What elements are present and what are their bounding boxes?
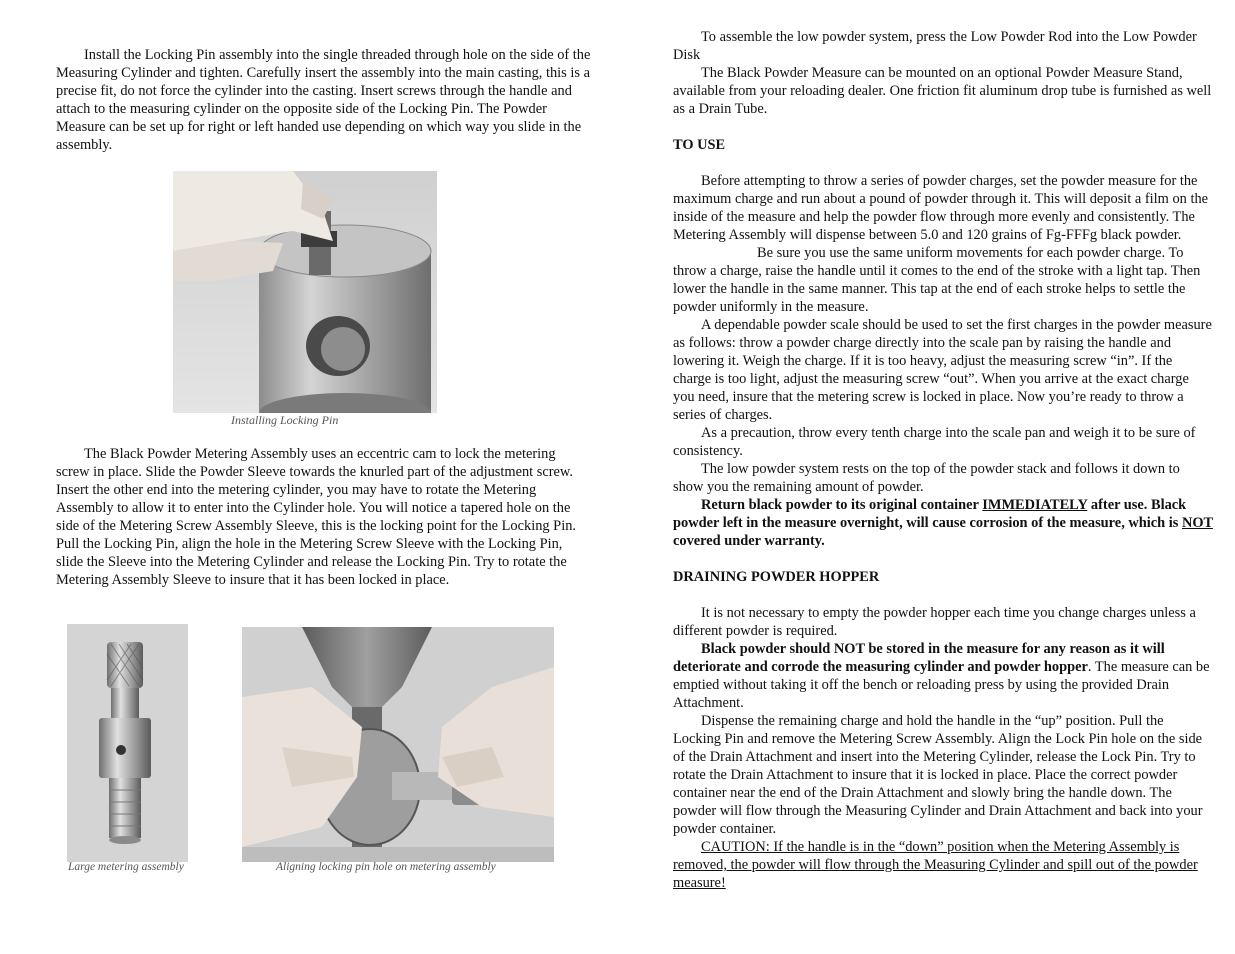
right-column xyxy=(673,28,1213,892)
installing-locking-pin-image xyxy=(173,171,437,413)
draining-powder-hopper-heading: DRAINING POWDER HOPPER xyxy=(673,569,880,585)
caption-installing-locking-pin: Installing Locking Pin xyxy=(231,413,339,427)
large-metering-assembly-photo xyxy=(67,624,188,862)
return-powder-warning xyxy=(673,496,1213,550)
powder-scale-paragraph: A dependable powder scale should be used to set the first charges in the powder measure as follows: throw a powder charge directly into the scale pan by raising the handle and lowering it. Weigh the charge. If it is too heavy, adjust the measuring screw “in”. If the charge is too light, adjust the measuring screw “out”. When you arrive at the exact charge you need, insure that the metering screw is locked in place. Now you’re ready to throw a series of charges. xyxy=(673,317,1212,423)
dispense-remaining-paragraph: Dispense the remaining charge and hold the handle in the “up” position. Pull the Locking Pin and remove the Metering Screw Assembly. Align the Lock Pin hole on the side of the Drain Attachment and insert into the Metering Cylinder, release the Lock Pin. Try to rotate the Drain Attachment to insure that it is locked in place. Place the correct powder container near the end of the Drain Attachment and slowly bring the handle down. The powder will flow through the Measuring Cylinder and Drain Attachment and back into your powder container. xyxy=(673,713,1203,837)
warning-immediately: IMMEDIATELY xyxy=(982,497,1088,513)
install-locking-pin-paragraph: Install the Locking Pin assembly into the single threaded through hole on the side of the Measuring Cylinder and tighten. Carefully insert the assembly into the main casting, this is a precise fit, do not force the cylinder into the casting. Insert screws through the handle and attach to the measuring cylinder on the opposite side of the Locking Pin. The Powder Measure can be set up for right or left handed use depending on which way you slide in the assembly. xyxy=(56,47,591,153)
warning-text-c: after use. Black powder left in the measure overnight, will cause corrosion of the measure, which is xyxy=(673,497,1187,531)
large-metering-assembly-image xyxy=(67,624,188,862)
before-attempting-paragraph: Before attempting to throw a series of powder charges, set the powder measure for the maximum charge and run about a pound of powder through it. This will deposit a film on the inside of the measure and help the powder flow through more evenly and consistently. The Metering Assembly will dispense between 5.0 and 120 grains of Fg-FFFg black powder. xyxy=(673,173,1209,243)
storage-warning-paragraph xyxy=(673,640,1213,712)
uniform-movements-paragraph: Be sure you use the same uniform movements for each powder charge. To throw a charge, raise the handle until it comes to the end of the stroke with a light tap. Then lower the handle in the same manner. This tap at the end of each stroke helps to settle the powder uniformly in the measure. xyxy=(673,245,1201,315)
warning-text-e: covered under warranty. xyxy=(673,533,825,549)
aligning-locking-pin-image xyxy=(242,627,554,862)
caption-large-metering-assembly: Large metering assembly xyxy=(68,861,184,873)
storage-warning-bold: Black powder should NOT be stored in the measure for any reason as it will deteriorate and corrode the measuring cylinder and powder hopper xyxy=(673,641,1165,675)
low-powder-system-paragraph: The low powder system rests on the top of the powder stack and follows it down to show you the remaining amount of powder. xyxy=(673,461,1180,495)
warning-not: NOT xyxy=(1181,515,1213,531)
caution-paragraph: CAUTION: If the handle is in the “down” position when the Metering Assembly is removed, the powder will flow through the Measuring Cylinder and spill out of the powder measure! xyxy=(673,839,1198,891)
empty-hopper-paragraph: It is not necessary to empty the powder hopper each time you change charges unless a different powder is required. xyxy=(673,605,1196,639)
precaution-paragraph: As a precaution, throw every tenth charge into the scale pan and weigh it to be sure of consistency. xyxy=(673,425,1196,459)
storage-warning-rest: . The measure can be emptied without taking it off the bench or reloading press by using the provided Drain Attachment. xyxy=(673,659,1210,711)
measure-stand-paragraph: The Black Powder Measure can be mounted on an optional Powder Measure Stand, available from your reloading dealer. One friction fit aluminum drop tube is furnished as well as a Drain Tube. xyxy=(673,65,1212,117)
warning-text-a: Return black powder to its original container xyxy=(701,497,983,513)
metering-assembly-paragraph: The Black Powder Metering Assembly uses an eccentric cam to lock the metering screw in place. Slide the Powder Sleeve towards the knurled part of the adjustment screw. Insert the other end into the metering cylinder, you may have to rotate the Metering Assembly to allow it to enter into the Cylinder hole. You will notice a tapered hole on the side of the Metering Screw Assembly Sleeve, this is the locking point for the Locking Pin. Pull the Locking Pin, align the hole in the Metering Screw Sleeve with the Locking Pin, slide the Sleeve into the Metering Cylinder and release the Locking Pin. Try to rotate the Metering Assembly Sleeve to insure that it has been locked in place. xyxy=(56,446,576,588)
low-powder-paragraph: To assemble the low powder system, press the Low Powder Rod into the Low Powder Disk xyxy=(673,29,1197,63)
installing-locking-pin-photo xyxy=(173,171,437,413)
caption-aligning-locking-pin: Aligning locking pin hole on metering assembly xyxy=(276,861,496,873)
to-use-heading: TO USE xyxy=(673,137,726,153)
aligning-locking-pin-photo xyxy=(242,627,554,862)
